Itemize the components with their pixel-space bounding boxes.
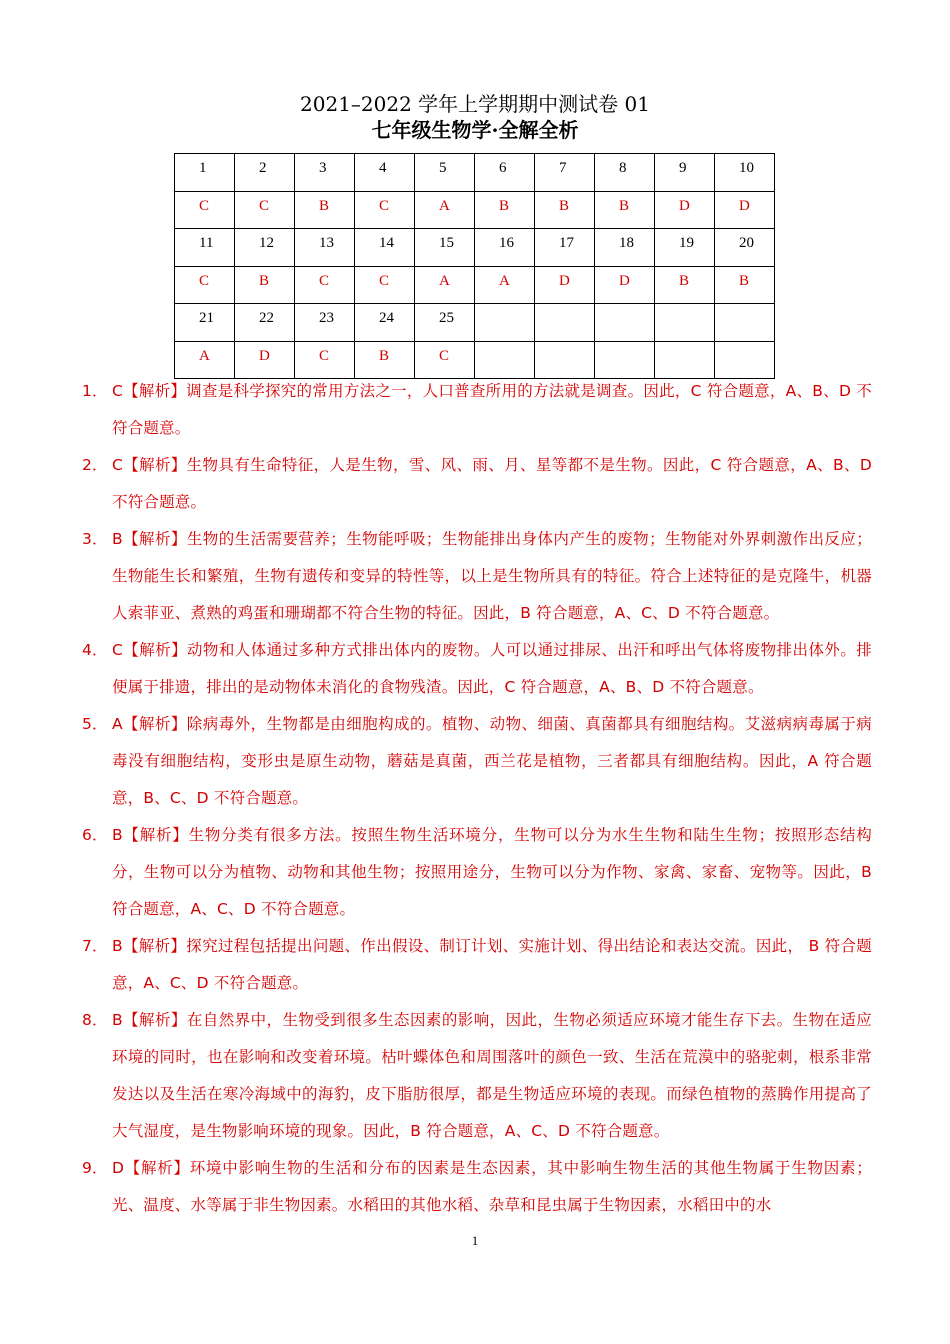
- question-number-cell: 10: [715, 154, 775, 192]
- answer-cell: B: [715, 266, 775, 304]
- explanation-item: [82, 447, 872, 521]
- explanation-item: [82, 521, 872, 632]
- answer-row: [175, 266, 775, 304]
- explanation-text: B【解析】生物的生活需要营养；生物能呼吸；生物能排出身体内产生的废物；生物能对外界刺激作出反应；生物能生长和繁殖，生物有遗传和变异的特性等，以上是生物所具有的特征。符合上述特征的是克隆牛，机器人索菲亚、煮熟的鸡蛋和珊瑚都不符合生物的特征。因此，B 符合题意，A、C、D 不符合题意。: [112, 530, 872, 622]
- answer-cell: C: [235, 191, 295, 229]
- question-number-cell: 6: [475, 154, 535, 192]
- explanation-item: [82, 706, 872, 817]
- explanation-text: C【解析】动物和人体通过多种方式排出体内的废物。人可以通过排尿、出汗和呼出气体将废物排出体外。排便属于排遗，排出的是动物体未消化的食物残渣。因此，C 符合题意，A、B、D 不符合题意。: [112, 641, 872, 696]
- question-number-cell: [595, 304, 655, 342]
- explanation-text: C【解析】生物具有生命特征，人是生物，雪、风、雨、月、星等都不是生物。因此，C 符合题意，A、B、D 不符合题意。: [112, 456, 872, 511]
- answer-cell: D: [595, 266, 655, 304]
- question-number-cell: 11: [175, 229, 235, 267]
- explanation-text: B【解析】探究过程包括提出问题、作出假设、制订计划、实施计划、得出结论和表达交流。因此， B 符合题意，A、C、D 不符合题意。: [112, 937, 872, 992]
- explanation-number: 1．: [82, 382, 108, 400]
- answer-cell: B: [355, 341, 415, 379]
- question-number-cell: 7: [535, 154, 595, 192]
- question-number-cell: 5: [415, 154, 475, 192]
- answer-cell: A: [175, 341, 235, 379]
- answer-cell: B: [655, 266, 715, 304]
- answer-cell: B: [595, 191, 655, 229]
- explanation-text: B【解析】在自然界中，生物受到很多生态因素的影响，因此，生物必须适应环境才能生存下去。生物在适应环境的同时，也在影响和改变着环境。枯叶蝶体色和周围落叶的颜色一致、生活在荒漠中的骆驼刺，根系非常发达以及生活在寒冷海域中的海豹，皮下脂肪很厚，都是生物适应环境的表现。而绿色植物的蒸腾作用提高了大气湿度，是生物影响环境的现象。因此，B 符合题意，A、C、D 不符合题意。: [112, 1011, 872, 1140]
- explanation-item: [82, 632, 872, 706]
- question-number-cell: 2: [235, 154, 295, 192]
- answer-cell: B: [235, 266, 295, 304]
- answer-cell: A: [415, 191, 475, 229]
- explanation-number: 2．: [82, 456, 108, 474]
- answer-cell: C: [355, 266, 415, 304]
- answer-cell: C: [175, 191, 235, 229]
- explanation-number: 9．: [82, 1159, 108, 1177]
- explanation-number: 4．: [82, 641, 108, 659]
- answer-cell: D: [535, 266, 595, 304]
- question-number-cell: 8: [595, 154, 655, 192]
- question-number-cell: 23: [295, 304, 355, 342]
- question-number-cell: 15: [415, 229, 475, 267]
- page-title: 2021–2022 学年上学期期中测试卷 01: [300, 92, 650, 116]
- question-number-cell: [535, 304, 595, 342]
- question-number-cell: 14: [355, 229, 415, 267]
- answer-cell: B: [475, 191, 535, 229]
- question-number-cell: 18: [595, 229, 655, 267]
- page-number: 1: [471, 1233, 479, 1248]
- explanation-item: [82, 1150, 872, 1224]
- explanation-item: [82, 817, 872, 928]
- answer-cell: C: [355, 191, 415, 229]
- question-number-cell: 12: [235, 229, 295, 267]
- explanation-number: 6．: [82, 826, 108, 844]
- question-number-cell: 13: [295, 229, 355, 267]
- explanation-number: 5．: [82, 715, 108, 733]
- question-number-cell: 16: [475, 229, 535, 267]
- answer-cell: C: [295, 266, 355, 304]
- explanation-number: 3．: [82, 530, 108, 548]
- answer-cell: B: [535, 191, 595, 229]
- explanation-item: [82, 1002, 872, 1150]
- page-subtitle: 七年级生物学·全解全析: [371, 118, 579, 142]
- question-number-cell: 1: [175, 154, 235, 192]
- question-number-row: [175, 304, 775, 342]
- explanation-item: [82, 928, 872, 1002]
- question-number-cell: 3: [295, 154, 355, 192]
- answer-cell: C: [175, 266, 235, 304]
- question-number-cell: 4: [355, 154, 415, 192]
- question-number-cell: 20: [715, 229, 775, 267]
- answer-cell: A: [415, 266, 475, 304]
- question-number-cell: 17: [535, 229, 595, 267]
- explanation-list: [82, 373, 872, 1224]
- explanation-text: C【解析】调查是科学探究的常用方法之一，人口普查所用的方法就是调查。因此，C 符合题意，A、B、D 不符合题意。: [112, 382, 872, 437]
- question-number-cell: [655, 304, 715, 342]
- question-number-row: [175, 229, 775, 267]
- explanation-item: [82, 373, 872, 447]
- answer-cell: D: [235, 341, 295, 379]
- question-number-cell: 24: [355, 304, 415, 342]
- explanation-text: B【解析】生物分类有很多方法。按照生物生活环境分，生物可以分为水生生物和陆生生物；按照形态结构分，生物可以分为植物、动物和其他生物；按照用途分，生物可以分为作物、家禽、家畜、宠物等。因此，B 符合题意，A、C、D 不符合题意。: [112, 826, 872, 918]
- answer-cell: D: [655, 191, 715, 229]
- answer-row: [175, 191, 775, 229]
- question-number-cell: 21: [175, 304, 235, 342]
- answer-cell: A: [475, 266, 535, 304]
- question-number-row: [175, 154, 775, 192]
- explanation-number: 7．: [82, 937, 108, 955]
- explanation-text: D【解析】环境中影响生物的生活和分布的因素是生态因素，其中影响生物生活的其他生物属于生物因素；光、温度、水等属于非生物因素。水稻田的其他水稻、杂草和昆虫属于生物因素，水稻田中的水: [112, 1159, 872, 1214]
- question-number-cell: [475, 304, 535, 342]
- question-number-cell: 9: [655, 154, 715, 192]
- answer-cell: B: [295, 191, 355, 229]
- answer-cell: C: [295, 341, 355, 379]
- explanation-text: A【解析】除病毒外，生物都是由细胞构成的。植物、动物、细菌、真菌都具有细胞结构。艾滋病病毒属于病毒没有细胞结构，变形虫是原生动物，蘑菇是真菌，西兰花是植物，三者都具有细胞结构。因此，A 符合题意，B、C、D 不符合题意。: [112, 715, 872, 807]
- question-number-cell: 25: [415, 304, 475, 342]
- question-number-cell: [715, 304, 775, 342]
- question-number-cell: 19: [655, 229, 715, 267]
- answer-cell: D: [715, 191, 775, 229]
- explanation-number: 8．: [82, 1011, 108, 1029]
- question-number-cell: 22: [235, 304, 295, 342]
- answer-table: [174, 153, 775, 379]
- answer-cell: C: [415, 341, 475, 379]
